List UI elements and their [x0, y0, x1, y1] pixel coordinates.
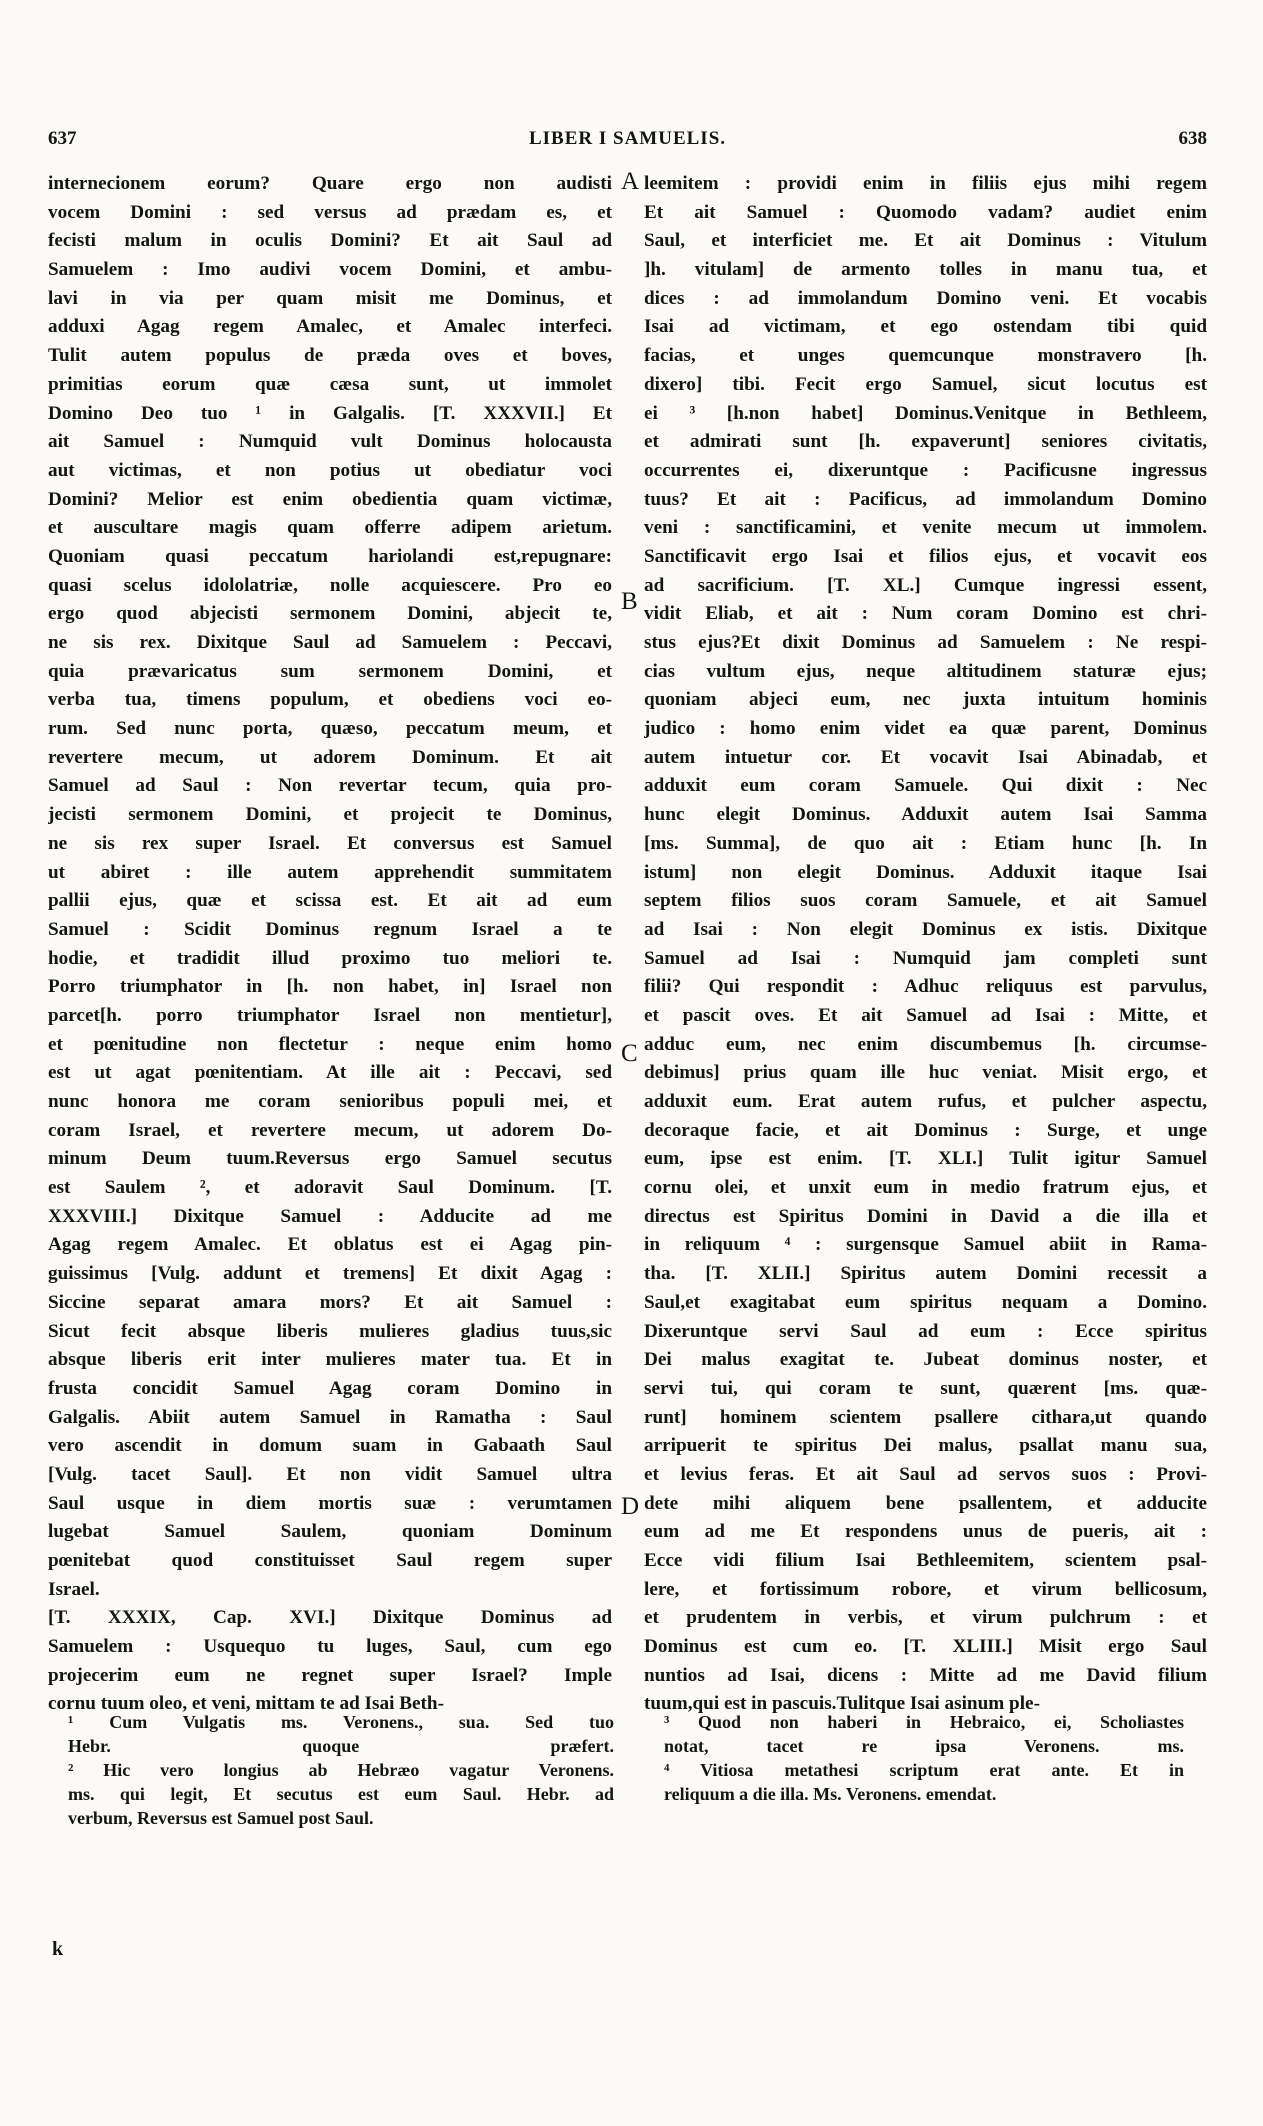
left-text-column — [48, 170, 612, 1719]
text-line: veni : sanctificamini, et venite mecum ut immolem. — [644, 517, 1207, 539]
text-line: [ms. Summa], de quo ait : Etiam hunc [h. In — [644, 832, 1207, 854]
text-line: servi tui, qui coram te sunt, quærent [ms. quæ- — [644, 1377, 1207, 1399]
text-line: Samuel ad Isai : Numquid jam completi sunt — [644, 947, 1207, 969]
footnotes-left — [68, 1710, 614, 1830]
margin-letter-d: D — [621, 1493, 640, 1520]
text-line: filii? Qui respondit : Adhuc reliquus est parvulus, — [644, 976, 1207, 998]
text-line: et levius feras. Et ait Saul ad servos suos : Provi- — [644, 1463, 1207, 1485]
text-line: arripuerit te spiritus Dei malus, psallat manu sua, — [644, 1435, 1207, 1457]
text-line: dixero] tibi. Fecit ergo Samuel, sicut locutus est — [644, 373, 1207, 395]
text-line: quia prævaricatus sum sermonem Domini, et — [48, 660, 612, 682]
page-number-left: 637 — [48, 128, 77, 149]
text-line: judico : homo enim videt ea quæ parent, Dominus — [644, 718, 1207, 740]
text-line: adduc eum, nec enim discumbemus [h. circumse- — [644, 1033, 1207, 1055]
text-line: Galgalis. Abiit autem Samuel in Ramatha : Saul — [48, 1406, 612, 1428]
text-line: autem intuetur cor. Et vocavit Isai Abinadab, et — [644, 746, 1207, 768]
running-title: LIBER I SAMUELIS. — [528, 128, 727, 149]
footnote-line: reliquum a die illa. Ms. Veronens. emendat. — [664, 1784, 997, 1804]
text-line: istum] non elegit Dominus. Adduxit itaque Isai — [644, 861, 1207, 883]
text-line: Dixeruntque servi Saul ad eum : Ecce spiritus — [644, 1320, 1207, 1342]
text-line: vero ascendit in domum suam in Gabaath Saul — [48, 1435, 612, 1457]
text-line: et pœnitudine non flectetur : neque enim homo — [48, 1033, 612, 1055]
text-line: frusta concidit Samuel Agag coram Domino in — [48, 1377, 612, 1399]
text-line: Tulit autem populus de præda oves et boves, — [48, 345, 612, 367]
footnotes-right — [664, 1710, 1184, 1806]
footnote-line: ² Hic vero longius ab Hebræo vagatur Veronens. — [68, 1760, 614, 1780]
text-line: pallii ejus, quæ et scissa est. Et ait ad eum — [48, 890, 612, 912]
text-line: [Vulg. tacet Saul]. Et non vidit Samuel ultra — [48, 1463, 612, 1485]
text-line: lavi in via per quam misit me Dominus, et — [48, 287, 612, 309]
text-line: debimus] prius quam ille huc veniat. Misit ergo, et — [644, 1062, 1207, 1084]
text-line: ait Samuel : Numquid vult Dominus holocausta — [48, 431, 612, 453]
text-line: quasi scelus idololatriæ, nolle acquiescere. Pro eo — [48, 574, 612, 596]
text-line: lugebat Samuel Saulem, quoniam Dominum — [48, 1521, 612, 1543]
text-line: leemitem : providi enim in filiis ejus mihi regem — [644, 173, 1207, 194]
footnote-line: notat, tacet re ipsa Veronens. ms. — [664, 1736, 1184, 1756]
text-line: Samuelem : Usquequo tu luges, Saul, cum ego — [48, 1636, 612, 1658]
text-line: Samuelem : Imo audivi vocem Domini, et ambu- — [48, 259, 612, 281]
text-line: Agag regem Amalec. Et oblatus est ei Agag pin- — [48, 1234, 612, 1256]
text-line: Saul usque in diem mortis suæ : verumtamen — [48, 1492, 612, 1514]
text-line: cornu tuum oleo, et veni, mittam te ad Isai Beth- — [48, 1693, 444, 1715]
text-line: Isai ad victimam, et ego ostendam tibi quid — [644, 316, 1207, 338]
text-line: projecerim eum ne regnet super Israel? Imple — [48, 1664, 612, 1686]
text-line: Et ait Samuel : Quomodo vadam? audiet enim — [644, 201, 1207, 223]
page-number-right: 638 — [1178, 128, 1207, 149]
text-line: Saul,et exagitabat eum spiritus nequam a Domino. — [644, 1291, 1207, 1313]
footnote-line: ³ Quod non haberi in Hebraico, ei, Scholiastes — [664, 1712, 1184, 1732]
text-line: nunc honora me coram senioribus populi mei, et — [48, 1091, 612, 1112]
text-line: ad Isai : Non elegit Dominus ex istis. Dixitque — [644, 918, 1207, 940]
text-line: ergo quod abjecisti sermonem Domini, abjecit te, — [48, 603, 612, 625]
text-line: et prudentem in verbis, et virum pulchrum : et — [644, 1607, 1207, 1629]
text-line: Siccine separat amara mors? Et ait Samuel : — [48, 1291, 612, 1313]
text-line: ]h. vitulam] de armento tolles in manu tua, et — [644, 259, 1207, 281]
text-line: coram Israel, et revertere mecum, ut adorem Do- — [48, 1119, 612, 1141]
text-line: tuum,qui est in pascuis.Tulitque Isai asinum ple- — [644, 1693, 1040, 1715]
text-line: XXXVIII.] Dixitque Samuel : Adducite ad me — [48, 1205, 612, 1227]
text-line: guissimus [Vulg. addunt et tremens] Et dixit Agag : — [48, 1263, 612, 1285]
text-line: Domino Deo tuo ¹ in Galgalis. [T. XXXVII.] Et — [48, 402, 612, 424]
margin-letter-a: A — [621, 168, 640, 195]
footnote-line: Hebr. quoque præfert. — [68, 1736, 614, 1756]
text-line: ad sacrificium. [T. XL.] Cumque ingressi essent, — [644, 574, 1207, 596]
text-line: directus est Spiritus Domini in David a die illa et — [644, 1205, 1207, 1227]
text-line: eum, ipse est enim. [T. XLI.] Tulit igitur Samuel — [644, 1148, 1207, 1170]
text-line: Dominus est cum eo. [T. XLIII.] Misit ergo Saul — [644, 1636, 1207, 1658]
text-line: cornu olei, et unxit eum in medio fratrum ejus, et — [644, 1177, 1207, 1199]
text-line: occurrentes ei, dixeruntque : Pacificusne ingressus — [644, 459, 1207, 481]
text-line: Israel. — [48, 1578, 100, 1600]
text-line: dices : ad immolandum Domino veni. Et vocabis — [644, 287, 1207, 309]
text-line: tha. [T. XLII.] Spiritus autem Domini recessit a — [644, 1263, 1207, 1285]
text-line: adduxit eum coram Samuele. Qui dixit : Nec — [644, 775, 1207, 797]
text-line: nuntios ad Isai, dicens : Mitte ad me David filium — [644, 1664, 1207, 1686]
running-header — [48, 128, 1207, 158]
text-line: Samuel ad Saul : Non revertar tecum, quia pro- — [48, 775, 612, 797]
text-line: facias, et unges quemcunque monstravero [h. — [644, 345, 1207, 367]
footnote-line: ⁴ Vitiosa metathesi scriptum erat ante. Et in — [664, 1760, 1184, 1780]
text-line: Quoniam quasi peccatum hariolandi est,repugnare: — [48, 545, 612, 567]
text-line: [T. XXXIX, Cap. XVI.] Dixitque Dominus ad — [48, 1607, 612, 1629]
text-line: stus ejus?Et dixit Dominus ad Samuelem : Ne respi- — [644, 632, 1207, 653]
text-line: septem filios suos coram Samuele, et ait Samuel — [644, 890, 1207, 912]
text-line: dete mihi aliquem bene psallentem, et adducite — [644, 1492, 1207, 1514]
text-line: internecionem eorum? Quare ergo non audisti — [48, 173, 612, 194]
text-line: ne sis rex super Israel. Et conversus est Samuel — [48, 832, 612, 854]
margin-letter-c: C — [621, 1040, 638, 1067]
bottom-mark: k — [52, 1938, 64, 1960]
text-line: est Saulem ², et adoravit Saul Dominum. [T. — [48, 1177, 612, 1199]
text-line: lere, et fortissimum robore, et virum bellicosum, — [644, 1578, 1207, 1600]
text-line: Sanctificavit ergo Isai et filios ejus, et vocavit eos — [644, 545, 1207, 567]
text-line: Ecce vidi filium Isai Bethleemitem, scientem psal- — [644, 1550, 1207, 1571]
text-line: Porro triumphator in [h. non habet, in] Israel non — [48, 976, 612, 998]
text-line: et admirati sunt [h. expaverunt] seniores civitatis, — [644, 431, 1207, 453]
footnote-line: ¹ Cum Vulgatis ms. Veronens., sua. Sed tuo — [68, 1712, 614, 1732]
text-line: runt] hominem scientem psallere cithara,ut quando — [644, 1406, 1207, 1428]
text-line: verba tua, timens populum, et obediens voci eo- — [48, 689, 612, 711]
text-line: est ut agat pœnitentiam. At ille ait : Peccavi, sed — [48, 1062, 612, 1084]
text-line: minum Deum tuum.Reversus ergo Samuel secutus — [48, 1148, 612, 1170]
text-line: hunc elegit Dominus. Adduxit autem Isai Samma — [644, 804, 1207, 826]
text-line: ut abiret : ille autem apprehendit summitatem — [48, 861, 612, 883]
text-line: absque liberis erit inter mulieres mater tua. Et in — [48, 1349, 612, 1371]
text-line: eum ad me Et respondens unus de pueris, ait : — [644, 1521, 1207, 1543]
text-line: cias vultum ejus, neque altitudinem staturæ ejus; — [644, 660, 1207, 682]
text-line: decoraque facie, et ait Dominus : Surge, et unge — [644, 1119, 1207, 1141]
margin-letter-b: B — [621, 588, 638, 615]
text-line: Sicut fecit absque liberis mulieres gladius tuus,sic — [48, 1320, 612, 1342]
text-line: jecisti sermonem Domini, et projecit te Dominus, — [48, 804, 612, 826]
text-line: Saul, et interficiet me. Et ait Dominus : Vitulum — [644, 230, 1207, 252]
text-line: ei ³ [h.non habet] Dominus.Venitque in Bethleem, — [644, 402, 1207, 424]
footnote-line: verbum, Reversus est Samuel post Saul. — [68, 1808, 374, 1828]
text-line: Domini? Melior est enim obedientia quam victimæ, — [48, 488, 612, 510]
text-line: aut victimas, et non potius ut obediatur voci — [48, 459, 612, 481]
text-line: vidit Eliab, et ait : Num coram Domino est chri- — [644, 603, 1207, 625]
text-line: pœnitebat quod constituisset Saul regem super — [48, 1550, 612, 1571]
text-line: ne sis rex. Dixitque Saul ad Samuelem : Peccavi, — [48, 632, 612, 653]
right-text-column — [644, 170, 1207, 1719]
text-line: primitias eorum quæ cæsa sunt, ut immolet — [48, 373, 612, 395]
text-line: Samuel : Scidit Dominus regnum Israel a te — [48, 918, 612, 940]
text-line: parcet[h. porro triumphator Israel non mentietur], — [48, 1004, 612, 1026]
text-line: hodie, et tradidit illud proximo tuo meliori te. — [48, 947, 612, 969]
footnote-line: ms. qui legit, Et secutus est eum Saul. Hebr. ad — [68, 1784, 614, 1804]
text-line: rum. Sed nunc porta, quæso, peccatum meum, et — [48, 718, 612, 740]
text-line: in reliquum ⁴ : surgensque Samuel abiit in Rama- — [644, 1234, 1207, 1256]
text-line: revertere mecum, ut adorem Dominum. Et ait — [48, 746, 612, 768]
text-line: vocem Domini : sed versus ad prædam es, et — [48, 201, 612, 223]
text-line: et auscultare magis quam offerre adipem arietum. — [48, 517, 612, 539]
text-line: Dei malus exagitat te. Jubeat dominus noster, et — [644, 1349, 1207, 1371]
text-line: et pascit oves. Et ait Samuel ad Isai : Mitte, et — [644, 1004, 1207, 1026]
text-line: tuus? Et ait : Pacificus, ad immolandum Domino — [644, 488, 1207, 510]
text-line: adduxi Agag regem Amalec, et Amalec interfeci. — [48, 316, 612, 338]
text-line: quoniam abjeci eum, nec juxta intuitum hominis — [644, 689, 1207, 711]
text-line: fecisti malum in oculis Domini? Et ait Saul ad — [48, 230, 612, 252]
text-line: adduxit eum. Erat autem rufus, et pulcher aspectu, — [644, 1091, 1207, 1112]
